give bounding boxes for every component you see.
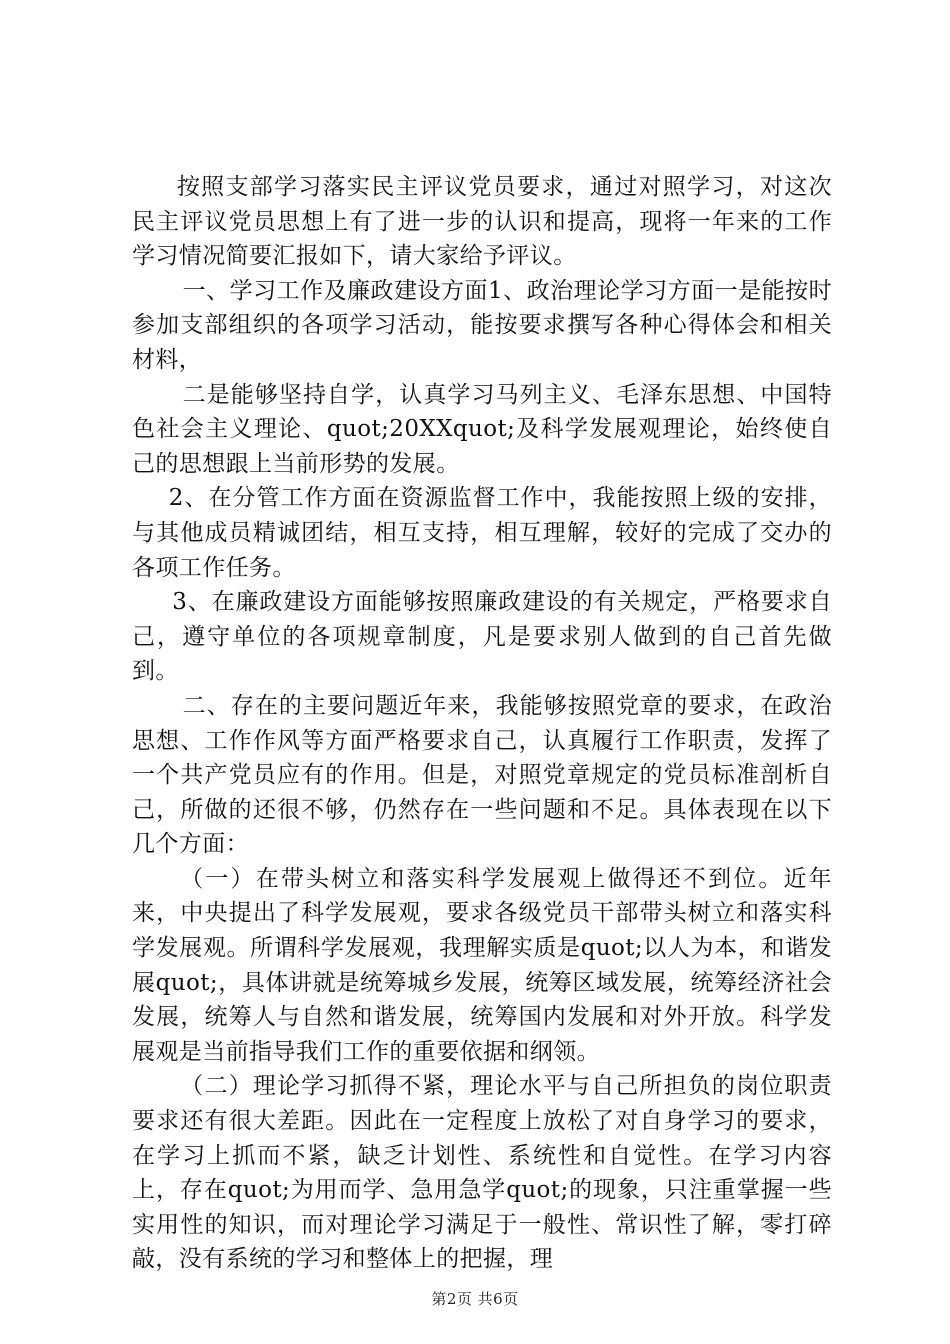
paragraph-intro: 按照支部学习落实民主评议党员要求，通过对照学习，对这次民主评议党员思想上有了进一步的认识和提高，现将一年来的工作学习情况简要汇报如下，请大家给予评议。: [132, 174, 832, 270]
paragraph-issue-2: （二）理论学习抓得不紧，理论水平与自己所担负的岗位职责要求还有很大差距。因此在一定程度上放松了对自身学习的要求，在学习上抓而不紧，缺乏计划性、系统性和自觉性。在学习内容上，存在quot;为用而学、急用急学quot;的现象，只注重掌握一些实用性的知识，而对理论学习满足于一般性、常识性了解，零打碎敲，没有系统的学习和整体上的把握，理: [132, 1073, 832, 1273]
paragraph-section-2: 二、存在的主要问题近年来，我能够按照党章的要求，在政治思想、工作作风等方面严格要求自己，认真履行工作职责，发挥了一个共产党员应有的作用。但是，对照党章规定的党员标准剖析自己，所做的还很不够，仍然存在一些问题和不足。具体表现在以下几个方面：: [132, 692, 832, 858]
paragraph-self-study: 二是能够坚持自学，认真学习马列主义、毛泽东思想、中国特色社会主义理论、quot;20XXquot;及科学发展观理论，始终使自己的思想跟上当前形势的发展。: [132, 381, 832, 477]
paragraph-section-1: 一、学习工作及廉政建设方面1、政治理论学习方面一是能按时参加支部组织的各项学习活动，能按要求撰写各种心得体会和相关材料，: [132, 277, 832, 373]
document-body: [132, 170, 832, 1277]
page-footer: 第2页 共6页: [431, 1290, 519, 1308]
paragraph-item-3: 3、在廉政建设方面能够按照廉政建设的有关规定，严格要求自己，遵守单位的各项规章制度，凡是要求别人做到的自己首先做到。: [132, 589, 832, 685]
paragraph-item-2: 2、在分管工作方面在资源监督工作中，我能按照上级的安排，与其他成员精诚团结，相互支持，相互理解，较好的完成了交办的各项工作任务。: [132, 485, 832, 581]
paragraph-issue-1: （一）在带头树立和落实科学发展观上做得还不到位。近年来，中央提出了科学发展观，要求各级党员干部带头树立和落实科学发展观。所谓科学发展观，我理解实质是quot;以人为本，和谐发展quot;，具体讲就是统筹城乡发展，统筹区域发展，统筹经济社会发展，统筹人与自然和谐发展，统筹国内发展和对外开放。科学发展观是当前指导我们工作的重要依据和纲领。: [132, 865, 832, 1065]
